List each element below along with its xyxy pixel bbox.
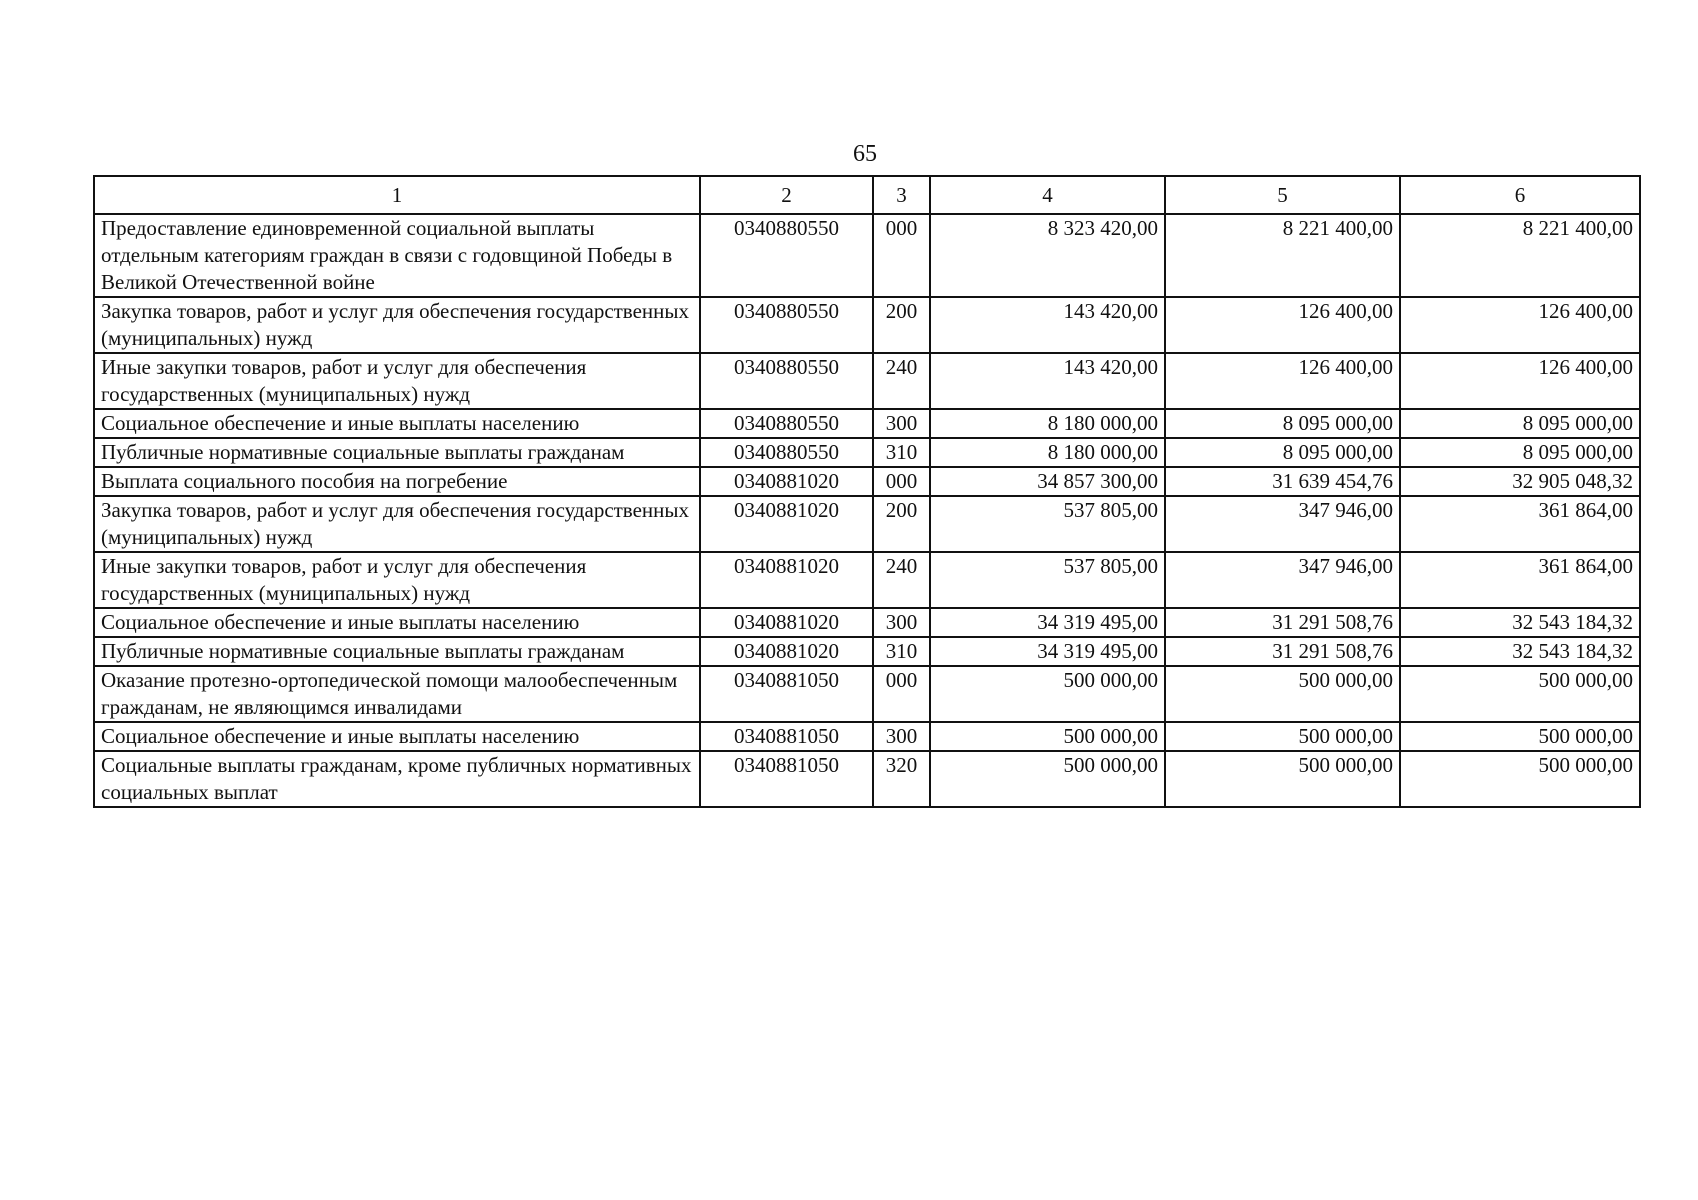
row-value-4: 34 857 300,00 bbox=[930, 467, 1165, 496]
table-row bbox=[94, 297, 1640, 353]
row-value-4: 143 420,00 bbox=[930, 353, 1165, 409]
row-value-5: 126 400,00 bbox=[1165, 353, 1400, 409]
row-value-4: 143 420,00 bbox=[930, 297, 1165, 353]
row-value-5: 31 639 454,76 bbox=[1165, 467, 1400, 496]
table-row bbox=[94, 722, 1640, 751]
row-value-6: 32 905 048,32 bbox=[1400, 467, 1640, 496]
row-value-5: 8 221 400,00 bbox=[1165, 214, 1400, 297]
header-col-3: 3 bbox=[873, 176, 930, 214]
row-kind: 000 bbox=[873, 666, 930, 722]
row-code: 0340881050 bbox=[700, 722, 873, 751]
row-name: Социальные выплаты гражданам, кроме публичных нормативных социальных выплат bbox=[94, 751, 700, 807]
row-code: 0340880550 bbox=[700, 353, 873, 409]
row-code: 0340880550 bbox=[700, 409, 873, 438]
row-value-6: 8 221 400,00 bbox=[1400, 214, 1640, 297]
row-value-6: 500 000,00 bbox=[1400, 666, 1640, 722]
row-value-6: 500 000,00 bbox=[1400, 722, 1640, 751]
header-col-1: 1 bbox=[94, 176, 700, 214]
row-value-5: 500 000,00 bbox=[1165, 722, 1400, 751]
row-code: 0340880550 bbox=[700, 297, 873, 353]
table-header bbox=[94, 176, 1640, 214]
row-kind: 000 bbox=[873, 467, 930, 496]
row-kind: 300 bbox=[873, 608, 930, 637]
row-kind: 240 bbox=[873, 552, 930, 608]
row-code: 0340881020 bbox=[700, 637, 873, 666]
row-value-4: 537 805,00 bbox=[930, 496, 1165, 552]
header-row bbox=[94, 176, 1640, 214]
table-row bbox=[94, 637, 1640, 666]
row-value-4: 500 000,00 bbox=[930, 751, 1165, 807]
table-row bbox=[94, 496, 1640, 552]
row-name: Иные закупки товаров, работ и услуг для обеспечения государственных (муниципальных) нужд bbox=[94, 353, 700, 409]
header-col-4: 4 bbox=[930, 176, 1165, 214]
row-kind: 200 bbox=[873, 297, 930, 353]
row-value-4: 8 180 000,00 bbox=[930, 438, 1165, 467]
row-value-6: 8 095 000,00 bbox=[1400, 438, 1640, 467]
table-row bbox=[94, 608, 1640, 637]
header-col-2: 2 bbox=[700, 176, 873, 214]
row-value-5: 31 291 508,76 bbox=[1165, 637, 1400, 666]
row-value-4: 500 000,00 bbox=[930, 722, 1165, 751]
budget-table bbox=[93, 175, 1641, 808]
table-body bbox=[94, 214, 1640, 807]
row-code: 0340881020 bbox=[700, 467, 873, 496]
row-name: Публичные нормативные социальные выплаты гражданам bbox=[94, 637, 700, 666]
row-value-5: 8 095 000,00 bbox=[1165, 438, 1400, 467]
row-kind: 310 bbox=[873, 438, 930, 467]
row-value-5: 500 000,00 bbox=[1165, 666, 1400, 722]
row-name: Публичные нормативные социальные выплаты гражданам bbox=[94, 438, 700, 467]
table-row bbox=[94, 751, 1640, 807]
row-kind: 310 bbox=[873, 637, 930, 666]
row-value-5: 347 946,00 bbox=[1165, 496, 1400, 552]
row-value-6: 361 864,00 bbox=[1400, 496, 1640, 552]
row-value-6: 361 864,00 bbox=[1400, 552, 1640, 608]
row-name: Закупка товаров, работ и услуг для обеспечения государственных (муниципальных) нужд bbox=[94, 297, 700, 353]
table-row bbox=[94, 666, 1640, 722]
row-name: Социальное обеспечение и иные выплаты населению bbox=[94, 608, 700, 637]
row-value-4: 8 323 420,00 bbox=[930, 214, 1165, 297]
row-code: 0340881020 bbox=[700, 552, 873, 608]
row-value-4: 8 180 000,00 bbox=[930, 409, 1165, 438]
header-col-5: 5 bbox=[1165, 176, 1400, 214]
row-value-6: 126 400,00 bbox=[1400, 353, 1640, 409]
row-code: 0340880550 bbox=[700, 214, 873, 297]
page-number: 65 bbox=[853, 141, 877, 167]
row-kind: 300 bbox=[873, 409, 930, 438]
table-row bbox=[94, 214, 1640, 297]
table-row bbox=[94, 353, 1640, 409]
row-kind: 240 bbox=[873, 353, 930, 409]
row-value-4: 34 319 495,00 bbox=[930, 608, 1165, 637]
row-name: Социальное обеспечение и иные выплаты населению bbox=[94, 722, 700, 751]
row-value-5: 31 291 508,76 bbox=[1165, 608, 1400, 637]
table-row bbox=[94, 552, 1640, 608]
row-value-6: 32 543 184,32 bbox=[1400, 608, 1640, 637]
header-col-6: 6 bbox=[1400, 176, 1640, 214]
row-code: 0340881050 bbox=[700, 751, 873, 807]
row-value-4: 500 000,00 bbox=[930, 666, 1165, 722]
row-value-6: 126 400,00 bbox=[1400, 297, 1640, 353]
table-row bbox=[94, 467, 1640, 496]
row-name: Закупка товаров, работ и услуг для обеспечения государственных (муниципальных) нужд bbox=[94, 496, 700, 552]
row-kind: 000 bbox=[873, 214, 930, 297]
row-value-5: 347 946,00 bbox=[1165, 552, 1400, 608]
row-value-4: 34 319 495,00 bbox=[930, 637, 1165, 666]
row-value-4: 537 805,00 bbox=[930, 552, 1165, 608]
row-value-5: 500 000,00 bbox=[1165, 751, 1400, 807]
row-name: Оказание протезно-ортопедической помощи малообеспеченным гражданам, не являющимся инвалидами bbox=[94, 666, 700, 722]
row-name: Социальное обеспечение и иные выплаты населению bbox=[94, 409, 700, 438]
row-value-5: 126 400,00 bbox=[1165, 297, 1400, 353]
table-row bbox=[94, 438, 1640, 467]
row-name: Иные закупки товаров, работ и услуг для обеспечения государственных (муниципальных) нужд bbox=[94, 552, 700, 608]
row-kind: 300 bbox=[873, 722, 930, 751]
row-code: 0340881050 bbox=[700, 666, 873, 722]
row-value-6: 500 000,00 bbox=[1400, 751, 1640, 807]
row-value-6: 32 543 184,32 bbox=[1400, 637, 1640, 666]
row-value-6: 8 095 000,00 bbox=[1400, 409, 1640, 438]
row-kind: 200 bbox=[873, 496, 930, 552]
row-name: Предоставление единовременной социальной выплаты отдельным категориям граждан в связи с годовщиной Победы в Великой Отечественной войне bbox=[94, 214, 700, 297]
row-name: Выплата социального пособия на погребение bbox=[94, 467, 700, 496]
row-code: 0340881020 bbox=[700, 496, 873, 552]
table-row bbox=[94, 409, 1640, 438]
row-kind: 320 bbox=[873, 751, 930, 807]
row-code: 0340881020 bbox=[700, 608, 873, 637]
row-value-5: 8 095 000,00 bbox=[1165, 409, 1400, 438]
row-code: 0340880550 bbox=[700, 438, 873, 467]
